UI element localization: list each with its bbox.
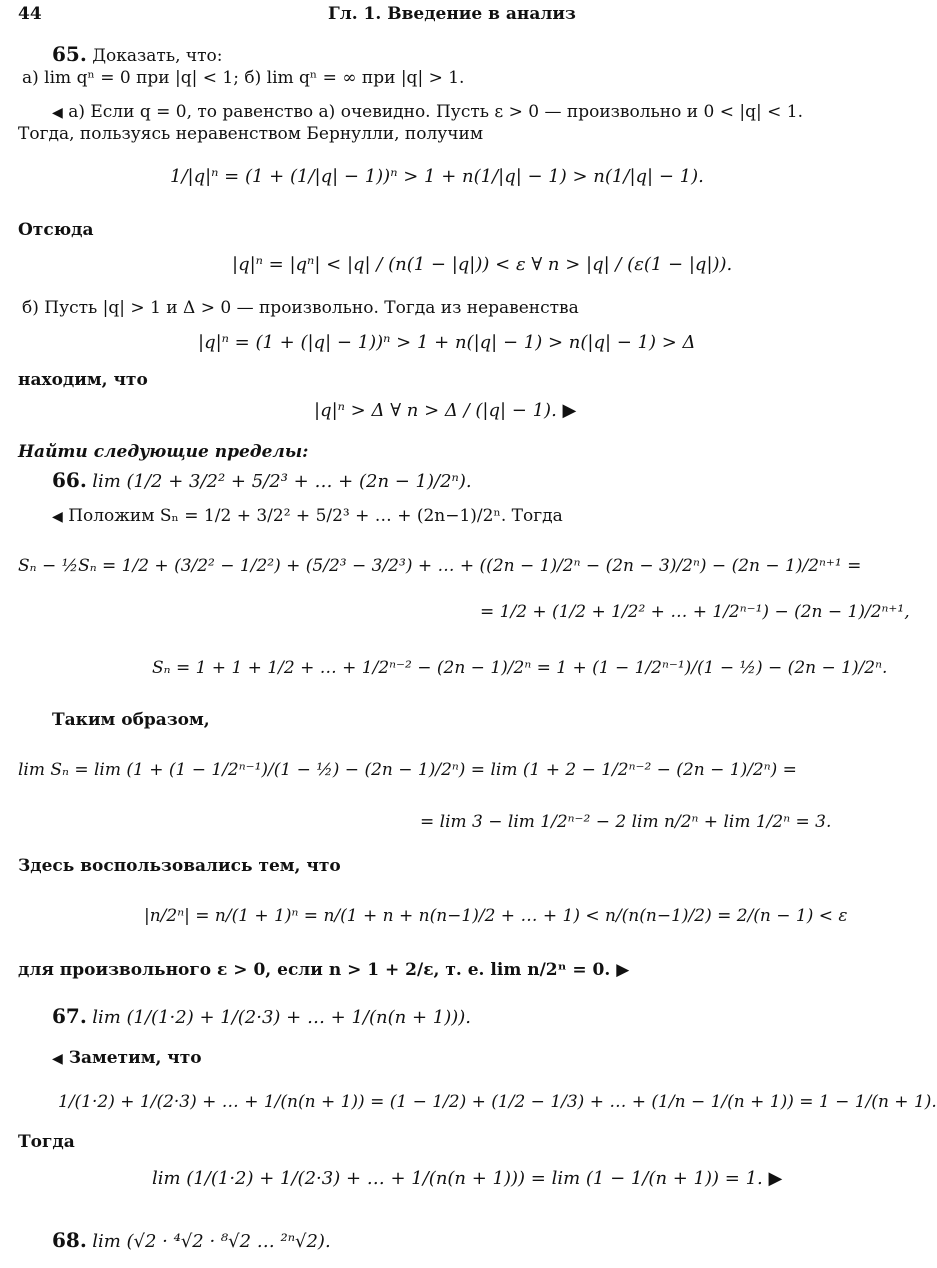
label-nakhodim: находим, что xyxy=(18,370,148,390)
equation-65-3: |q|ⁿ = (1 + (|q| − 1))ⁿ > 1 + n(|q| − 1) > n(|q| − 1) > Δ xyxy=(198,332,696,353)
page-number: 44 xyxy=(18,4,42,24)
equation-67-2: lim (1/(1·2) + 1/(2·3) + … + 1/(n(n + 1))) = lim (1 − 1/(n + 1)) = 1. ▶ xyxy=(152,1168,783,1189)
equation-66-2: = 1/2 + (1/2 + 1/2² + … + 1/2ⁿ⁻¹) − (2n − 1)/2ⁿ⁺¹, xyxy=(480,602,910,622)
label-togda: Тогда xyxy=(18,1132,75,1152)
equation-66-5: = lim 3 − lim 1/2ⁿ⁻² − 2 lim n/2ⁿ + lim 1/2ⁿ = 3. xyxy=(420,812,832,832)
proof-66-polozhim: ◀ Положим Sₙ = 1/2 + 3/2² + 5/2³ + … + (2n−1)/2ⁿ. Тогда xyxy=(52,506,563,526)
equation-65-4: |q|ⁿ > Δ ∀ n > Δ / (|q| − 1). ▶ xyxy=(314,400,577,421)
running-title: Гл. 1. Введение в анализ xyxy=(328,4,576,24)
problem-65-statement: Доказать, что: xyxy=(92,46,223,66)
equation-66-6: |n/2ⁿ| = n/(1 + 1)ⁿ = n/(1 + n + n(n−1)/2 + … + 1) < n/(n(n−1)/2) = 2/(n − 1) < ε xyxy=(144,906,848,926)
equation-66-4: lim Sₙ = lim (1 + (1 − 1/2ⁿ⁻¹)/(1 − ½) − (2n − 1)/2ⁿ) = lim (1 + 2 − 1/2ⁿ⁻² − (2n − 1)/2ⁿ) = xyxy=(18,760,797,780)
conclusion-66: для произвольного ε > 0, если n > 1 + 2/ε, т. е. lim n/2ⁿ = 0. ▶ xyxy=(18,960,630,980)
problem-67-statement: lim (1/(1·2) + 1/(2·3) + … + 1/(n(n + 1))). xyxy=(92,1007,471,1028)
label-zdes: Здесь воспользовались тем, что xyxy=(18,856,341,876)
problem-66-header: 66. lim (1/2 + 3/2² + 5/2³ + … + (2n − 1)/2ⁿ). xyxy=(52,468,472,492)
equation-65-2: |q|ⁿ = |qⁿ| < |q| / (n(1 − |q|)) < ε ∀ n > |q| / (ε(1 − |q|)). xyxy=(232,254,733,275)
equation-65-1: 1/|q|ⁿ = (1 + (1/|q| − 1))ⁿ > 1 + n(1/|q| − 1) > n(1/|q| − 1). xyxy=(170,166,704,187)
label-takim: Таким образом, xyxy=(52,710,210,730)
proof-67-zametim: ◀ Заметим, что xyxy=(52,1048,202,1068)
proof-65-line1: ◀ а) Если q = 0, то равенство а) очевидно. Пусть ε > 0 — произвольно и 0 < |q| < 1. xyxy=(52,102,803,122)
proof-65-part-b: б) Пусть |q| > 1 и Δ > 0 — произвольно. Тогда из неравенства xyxy=(22,298,579,318)
problem-67-header: 67. lim (1/(1·2) + 1/(2·3) + … + 1/(n(n + 1))). xyxy=(52,1004,471,1028)
problem-68-statement: lim (√2 · ⁴√2 · ⁸√2 … ²ⁿ√2). xyxy=(92,1231,331,1252)
proof-65-line2: Тогда, пользуясь неравенством Бернулли, получим xyxy=(18,124,484,144)
section-heading: Найти следующие пределы: xyxy=(18,442,309,462)
label-otsyuda: Отсюда xyxy=(18,220,94,240)
problem-65-header: 65. Доказать, что: xyxy=(52,42,223,66)
problem-66-statement: lim (1/2 + 3/2² + 5/2³ + … + (2n − 1)/2ⁿ). xyxy=(92,471,472,492)
problem-65-items: а) lim qⁿ = 0 при |q| < 1; б) lim qⁿ = ∞ при |q| > 1. xyxy=(22,68,465,88)
equation-66-1: Sₙ − ½Sₙ = 1/2 + (3/2² − 1/2²) + (5/2³ − 3/2³) + … + ((2n − 1)/2ⁿ − (2n − 3)/2ⁿ) − (2n − 1)/2ⁿ⁺¹ = xyxy=(18,556,862,576)
equation-66-3: Sₙ = 1 + 1 + 1/2 + … + 1/2ⁿ⁻² − (2n − 1)/2ⁿ = 1 + (1 − 1/2ⁿ⁻¹)/(1 − ½) − (2n − 1)/2ⁿ. xyxy=(152,658,888,678)
equation-67-1: 1/(1·2) + 1/(2·3) + … + 1/(n(n + 1)) = (1 − 1/2) + (1/2 − 1/3) + … + (1/n − 1/(n + 1)) = 1 − 1/(n + 1). xyxy=(58,1092,937,1112)
problem-68-header: 68. lim (√2 · ⁴√2 · ⁸√2 … ²ⁿ√2). xyxy=(52,1228,331,1252)
